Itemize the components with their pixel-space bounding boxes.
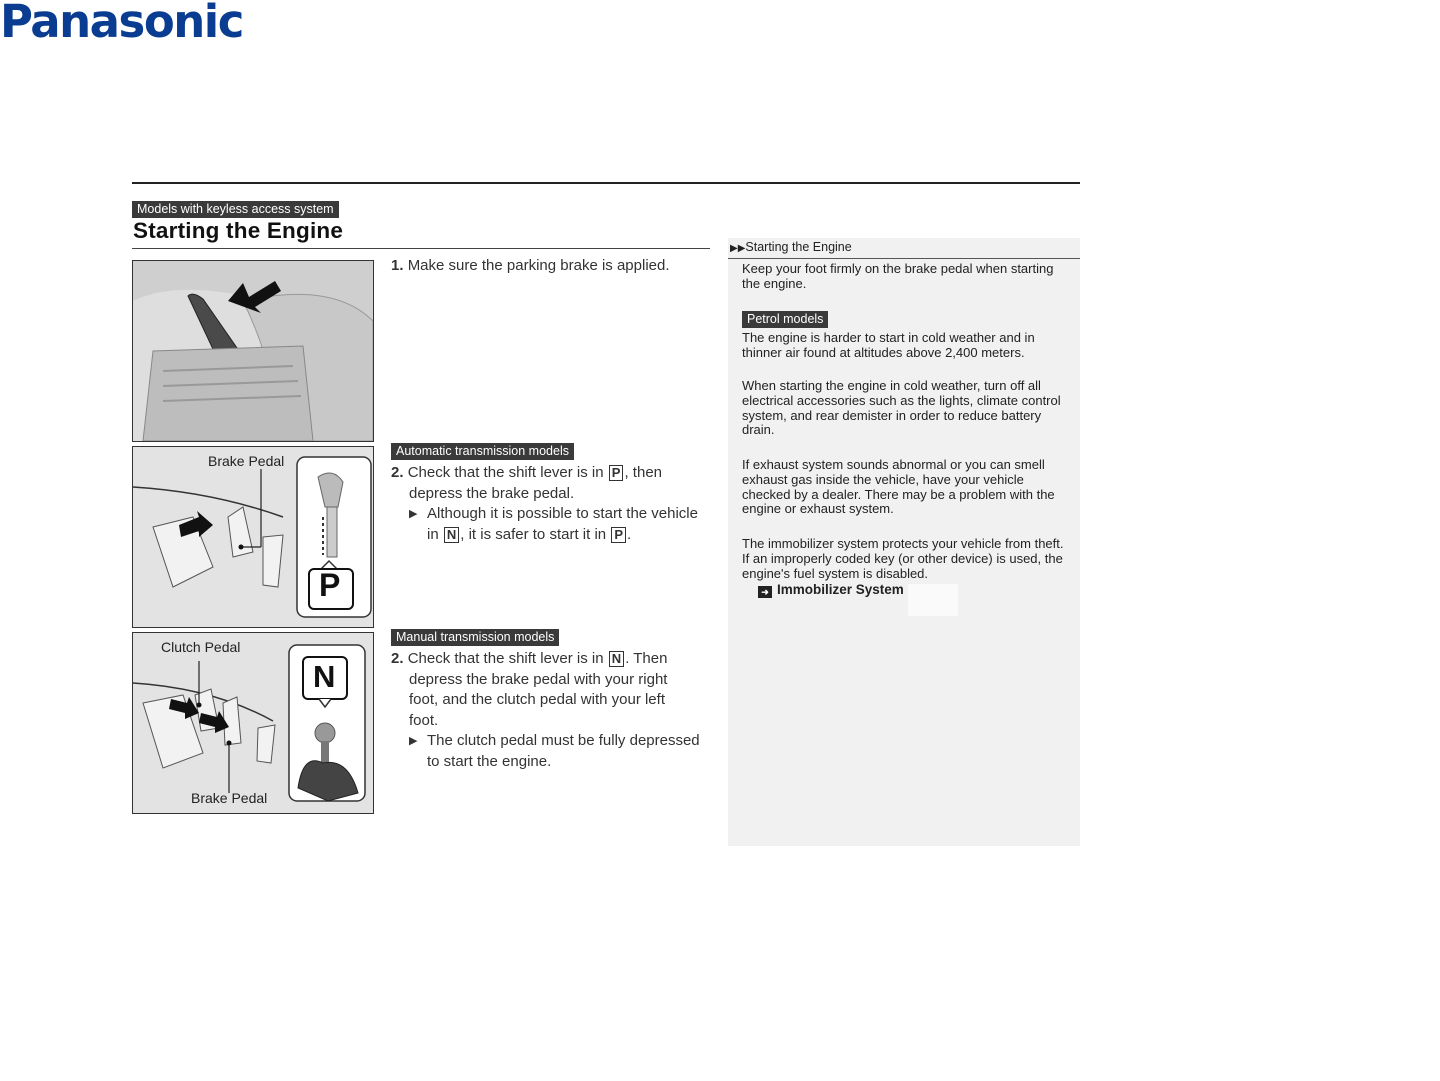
- gear-key-p: P: [609, 465, 624, 481]
- park-gear-label: P: [319, 567, 341, 603]
- manual-line1-tail: . Then: [625, 650, 668, 667]
- auto-line1-tail: , then: [624, 464, 662, 481]
- manual-line3: foot, and the clutch pedal with your left: [409, 691, 665, 709]
- manual-line4: foot.: [409, 711, 439, 729]
- manual-note-line1: The clutch pedal must be fully depressed: [427, 732, 700, 750]
- brake-pedal-label-manual: Brake Pedal: [191, 790, 268, 806]
- title-rule: [132, 248, 710, 249]
- auto-note: [409, 504, 711, 545]
- sidebar-blank-patch: [908, 584, 958, 616]
- step-1-number: 1.: [391, 257, 404, 274]
- gear-key-n: N: [444, 527, 459, 543]
- manual-transmission-badge: Manual transmission models: [391, 629, 559, 646]
- auto-note-line1: Although it is possible to start the vehicle: [427, 505, 698, 523]
- manual-note-line2: to start the engine.: [427, 752, 552, 770]
- manual-pedals-illustration: [132, 632, 374, 814]
- auto-line1-text: Check that the shift lever is in: [407, 464, 604, 481]
- step-1-text: Make sure the parking brake is applied.: [407, 257, 670, 274]
- sidebar-paragraph-1: Keep your foot firmly on the brake pedal when starting the engine.: [742, 261, 1054, 291]
- auto-note-line2: [427, 525, 711, 546]
- keyless-models-badge: Models with keyless access system: [132, 201, 339, 218]
- sidebar-title: Starting the Engine: [745, 240, 852, 254]
- parking-brake-illustration: [132, 260, 374, 442]
- gear-key-n-manual: N: [609, 651, 624, 667]
- sidebar-paragraph-2: The engine is harder to start in cold weather and in thinner air found at altitudes above 2,400 meters.: [742, 330, 1035, 360]
- sidebar-paragraph-5: The immobilizer system protects your vehicle from theft. If an improperly coded key (or other device) is used, the engine's fuel system is disabled.: [742, 536, 1064, 581]
- step-2-manual-line-1: [391, 649, 711, 670]
- sidebar-notes: [728, 238, 1080, 846]
- note-triangle-icon: ▶: [409, 508, 418, 521]
- petrol-models-badge: Petrol models: [742, 311, 828, 328]
- step-2-automatic-number: 2.: [391, 464, 404, 481]
- step-2-manual-number: 2.: [391, 650, 404, 667]
- neutral-gear-label: N: [313, 659, 336, 694]
- step-2-automatic-line-1: [391, 463, 711, 484]
- note-triangle-icon: ▶: [409, 735, 418, 748]
- brake-pedal-label: Brake Pedal: [208, 453, 285, 469]
- panasonic-logo: Panasonic: [0, 0, 243, 48]
- step-2-automatic: [391, 463, 711, 545]
- sidebar-paragraph-4: If exhaust system sounds abnormal or you can smell exhaust gas inside the vehicle, have your vehicle checked by a dealer. There may be a problem with the engine or exhaust system.: [742, 457, 1055, 517]
- sidebar-header: [728, 238, 1080, 259]
- auto-note-in: in: [427, 525, 439, 543]
- automatic-transmission-badge: Automatic transmission models: [391, 443, 574, 460]
- sidebar-paragraph-3: When starting the engine in cold weather, turn off all electrical accessories such as the lights, climate control system, and rear demister in order to reduce battery drain.: [742, 378, 1061, 438]
- clutch-pedal-label: Clutch Pedal: [161, 639, 241, 655]
- immobilizer-link-text[interactable]: Immobilizer System: [777, 582, 904, 597]
- automatic-brake-pedal-illustration: [132, 446, 374, 628]
- page-title: Starting the Engine: [133, 218, 344, 243]
- auto-note-mid: , it is safer to start it in: [460, 525, 607, 543]
- auto-line2: depress the brake pedal.: [409, 484, 575, 502]
- manual-line2: depress the brake pedal with your right: [409, 670, 668, 688]
- step-1: [391, 256, 711, 277]
- step-2-manual: [391, 649, 711, 773]
- manual-note: [409, 731, 711, 772]
- top-rule: [132, 182, 1080, 184]
- immobilizer-system-link[interactable]: [758, 582, 904, 598]
- reference-arrow-icon: ➜: [758, 586, 772, 598]
- manual-line1-text: Check that the shift lever is in: [407, 650, 604, 667]
- gear-key-p-2: P: [611, 527, 626, 543]
- double-chevron-icon: ▶▶: [730, 243, 746, 254]
- auto-note-end: .: [626, 525, 632, 543]
